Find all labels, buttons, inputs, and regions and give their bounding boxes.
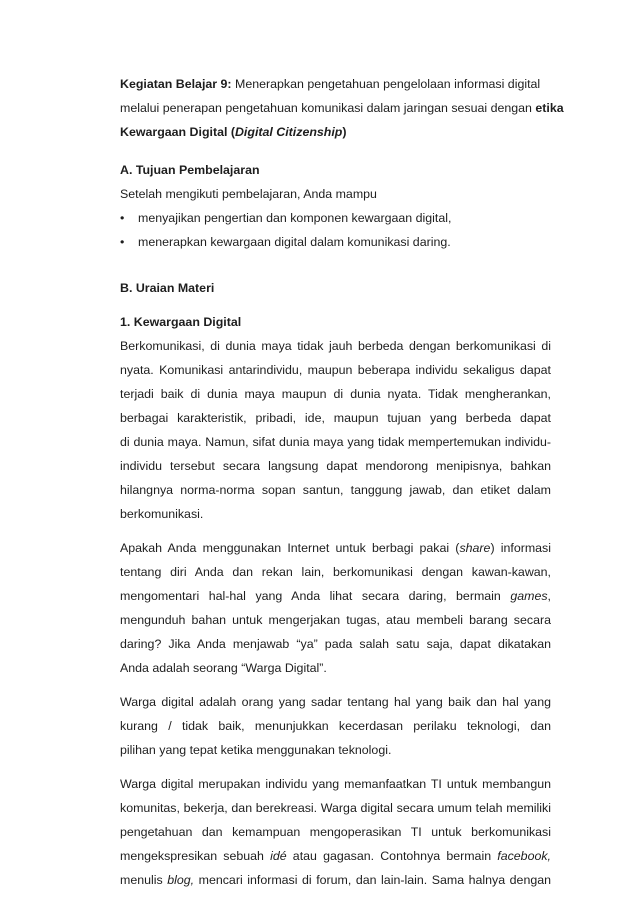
paragraph-line: daring? Jika Anda menjawab “ya” pada salah satu saja, dapat dikatakan	[120, 637, 551, 651]
list-item-text: menerapkan kewargaan digital dalam komunikasi daring.	[138, 235, 451, 249]
paragraph-line: mengunduh bahan untuk mengerjakan tugas, atau membeli barang secara	[120, 613, 551, 627]
paragraph-line: Berkomunikasi, di dunia maya tidak jauh berbeda dengan berkomunikasi di	[120, 339, 551, 353]
paragraph-line: kurang / tidak baik, menunjukkan kecerdasan perilaku teknologi, dan	[120, 719, 551, 733]
paragraph	[120, 536, 551, 680]
paragraph-line: individu tersebut secara langsung dapat mendorong menipisnya, bahkan	[120, 459, 551, 473]
title-line	[120, 96, 564, 120]
paragraph-line	[120, 536, 551, 560]
paragraph-line: Warga digital merupakan individu yang memanfaatkan TI untuk membangun	[120, 777, 551, 791]
italic-term: idé	[270, 849, 287, 863]
paragraph-line	[120, 868, 551, 892]
italic-term: blog,	[167, 873, 195, 887]
title-bold-italic: Digital Citizenship	[234, 125, 343, 139]
title-bold: Kewargaan Digital (	[120, 125, 235, 139]
list-item	[120, 206, 551, 230]
section-heading: A. Tujuan Pembelajaran	[120, 163, 260, 177]
list-item	[120, 230, 551, 254]
italic-term: share	[459, 541, 491, 555]
list-item-text: menyajikan pengertian dan komponen kewargaan digital,	[138, 211, 452, 225]
title-line	[120, 72, 551, 96]
paragraph-line: terjadi baik di dunia maya maupun di dunia nyata. Tidak mengherankan,	[120, 387, 551, 401]
paragraph	[120, 334, 551, 526]
italic-term: facebook,	[497, 849, 551, 863]
paragraph-line: berbagai karakteristik, pribadi, ide, maupun tujuan yang berbeda dapat	[120, 411, 551, 425]
intro-text: Setelah mengikuti pembelajaran, Anda mampu	[120, 187, 377, 201]
title-bold: Kegiatan Belajar 9:	[120, 77, 232, 91]
text-run: mengomentari hal-hal yang Anda lihat secara daring, bermain	[120, 589, 511, 603]
text-run: mencari informasi di forum, dan lain-lain. Sama halnya dengan	[194, 873, 551, 887]
text-run: menulis	[120, 873, 168, 887]
text-run: Apakah Anda menggunakan Internet untuk berbagi pakai (	[120, 541, 460, 555]
text-run: ) informasi	[490, 541, 551, 555]
paragraph-line: Anda adalah seorang “Warga Digital”.	[120, 661, 327, 675]
paragraph-line: hilangnya norma-norma sopan santun, tanggung jawab, dan etiket dalam	[120, 483, 551, 497]
paragraph-line: pilihan yang tepat ketika menggunakan teknologi.	[120, 743, 392, 757]
bullet-icon: •	[120, 211, 125, 225]
title-text: melalui penerapan pengetahuan komunikasi dalam jaringan sesuai dengan	[120, 101, 536, 115]
text-run: atau gagasan. Contohnya bermain	[286, 849, 498, 863]
bullet-icon: •	[120, 235, 125, 249]
text-run: ,	[547, 589, 551, 603]
paragraph-line: komunitas, bekerja, dan berekreasi. Warga digital secara umum telah memiliki	[120, 801, 551, 815]
title-bold: )	[342, 125, 347, 139]
section-objectives	[120, 158, 551, 254]
title-line	[120, 120, 551, 144]
paragraph-line: pengetahuan dan kemampuan mengoperasikan TI untuk berkomunikasi	[120, 825, 551, 839]
text-run: mengekspresikan sebuah	[120, 849, 271, 863]
paragraph-line: tentang diri Anda dan rekan lain, berkomunikasi dengan kawan-kawan,	[120, 565, 551, 579]
subsection-heading: 1. Kewargaan Digital	[120, 315, 242, 329]
paragraph-line: di dunia maya. Namun, sifat dunia maya yang tidak mempertemukan individu-	[120, 435, 551, 449]
italic-term: games	[510, 589, 548, 603]
section-heading: B. Uraian Materi	[120, 281, 215, 295]
paragraph-line: berkomunikasi.	[120, 507, 204, 521]
activity-title	[120, 72, 564, 144]
title-bold: etika	[535, 101, 564, 115]
document-body	[120, 72, 564, 892]
paragraph-line	[120, 844, 551, 868]
paragraph	[120, 772, 551, 892]
paragraph	[120, 690, 551, 762]
title-text: Menerapkan pengetahuan pengelolaan informasi digital	[231, 77, 541, 91]
paragraph-line	[120, 584, 551, 608]
paragraph-line: Warga digital adalah orang yang sadar tentang hal yang baik dan hal yang	[120, 695, 551, 709]
paragraph-line: nyata. Komunikasi antarindividu, maupun beberapa individu sekaligus dapat	[120, 363, 551, 377]
